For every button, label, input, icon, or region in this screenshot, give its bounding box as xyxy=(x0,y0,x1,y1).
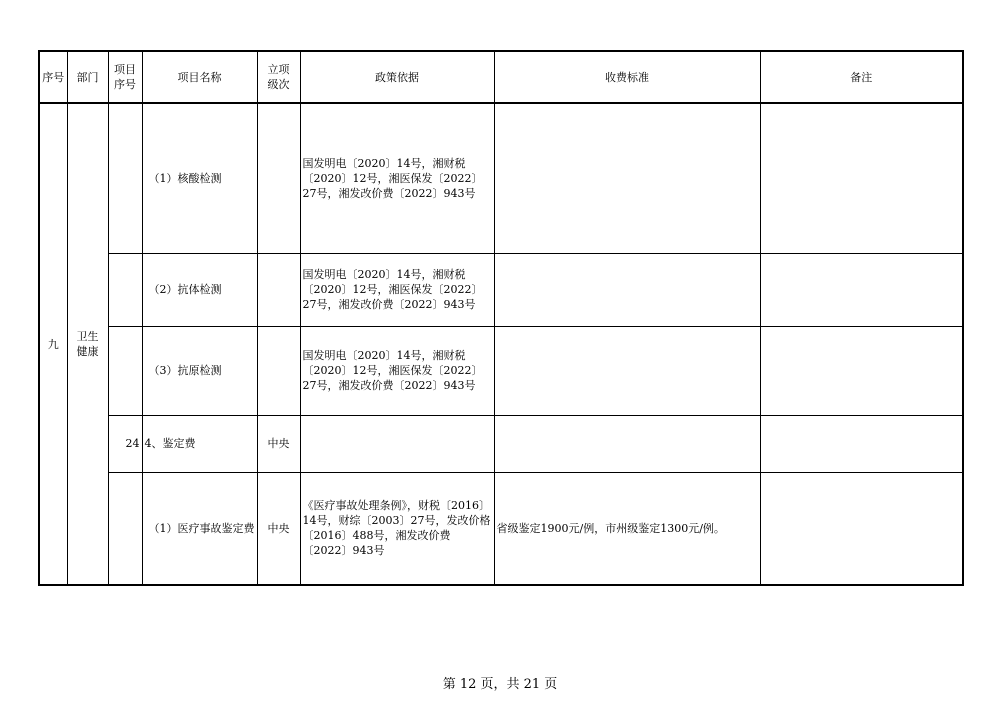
item-seq-cell xyxy=(108,253,142,326)
level-cell: 中央 xyxy=(257,472,300,585)
basis-cell: 国发明电〔2020〕14号，湘财税〔2020〕12号，湘医保发〔2022〕27号，湘发改价费〔2022〕943号 xyxy=(300,103,494,253)
table-row xyxy=(39,326,963,415)
note-cell xyxy=(760,253,963,326)
page-number-text: 第 12 页，共 21 页 xyxy=(442,677,558,692)
header-row xyxy=(39,51,963,103)
header-level: 立项 级次 xyxy=(257,51,300,103)
basis-cell: 国发明电〔2020〕14号，湘财税〔2020〕12号，湘医保发〔2022〕27号，湘发改价费〔2022〕943号 xyxy=(300,326,494,415)
table-row xyxy=(39,103,963,253)
table-row xyxy=(39,415,963,472)
header-standard: 收费标准 xyxy=(494,51,760,103)
item-name-cell: （1）医疗事故鉴定费 xyxy=(142,472,257,585)
note-cell xyxy=(760,472,963,585)
group-seq: 九 xyxy=(39,103,67,585)
basis-cell: 国发明电〔2020〕14号，湘财税〔2020〕12号，湘医保发〔2022〕27号，湘发改价费〔2022〕943号 xyxy=(300,253,494,326)
item-name-cell: （2）抗体检测 xyxy=(142,253,257,326)
standard-cell xyxy=(494,415,760,472)
item-name-cell: 4、鉴定费 xyxy=(142,415,257,472)
note-cell xyxy=(760,415,963,472)
header-dept: 部门 xyxy=(67,51,108,103)
standard-cell xyxy=(494,253,760,326)
level-cell xyxy=(257,253,300,326)
basis-cell xyxy=(300,415,494,472)
fee-table xyxy=(38,50,964,586)
header-note: 备注 xyxy=(760,51,963,103)
header-basis: 政策依据 xyxy=(300,51,494,103)
standard-cell xyxy=(494,103,760,253)
item-seq-cell xyxy=(108,472,142,585)
header-seq: 序号 xyxy=(39,51,67,103)
page-footer xyxy=(0,673,1000,692)
table-row xyxy=(39,253,963,326)
item-seq-cell: 24 xyxy=(108,415,142,472)
level-cell xyxy=(257,326,300,415)
standard-cell xyxy=(494,326,760,415)
group-dept: 卫生 健康 xyxy=(67,103,108,585)
item-seq-cell xyxy=(108,326,142,415)
note-cell xyxy=(760,326,963,415)
standard-cell: 省级鉴定1900元/例，市州级鉴定1300元/例。 xyxy=(494,472,760,585)
header-item-name: 项目名称 xyxy=(142,51,257,103)
level-cell xyxy=(257,103,300,253)
level-cell: 中央 xyxy=(257,415,300,472)
basis-cell: 《医疗事故处理条例》，财税〔2016〕14号，财综〔2003〕27号，发改价格〔2016〕488号，湘发改价费〔2022〕943号 xyxy=(300,472,494,585)
item-name-cell: （1）核酸检测 xyxy=(142,103,257,253)
item-name-cell: （3）抗原检测 xyxy=(142,326,257,415)
header-item-seq: 项目 序号 xyxy=(108,51,142,103)
note-cell xyxy=(760,103,963,253)
item-seq-cell xyxy=(108,103,142,253)
table-row xyxy=(39,472,963,585)
